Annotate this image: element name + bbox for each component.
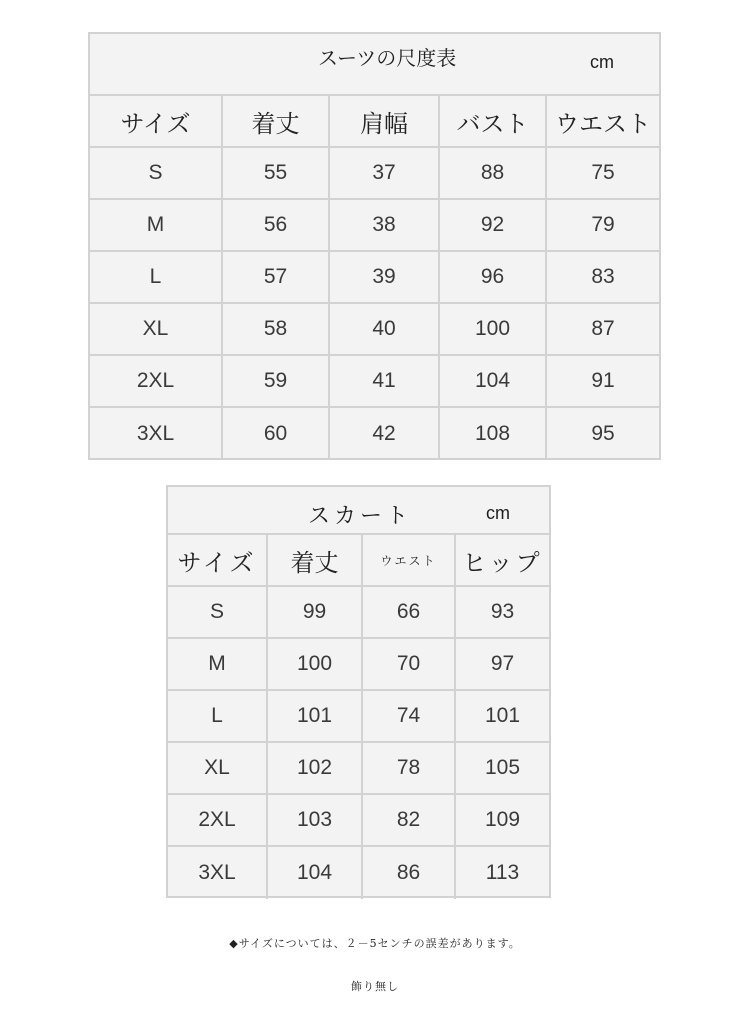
table-cell: 91 xyxy=(591,369,615,392)
table-cell: 100 xyxy=(440,304,547,354)
table-row xyxy=(90,356,659,408)
tolerance-note: ◆サイズについては、２－5センチの誤差があります。 xyxy=(229,937,521,950)
suit-table-header-row xyxy=(90,96,659,148)
skirt-header-hip: ヒップ xyxy=(462,548,543,577)
table-cell: 41 xyxy=(330,356,440,406)
table-row xyxy=(168,691,549,743)
table-cell: S xyxy=(168,587,268,637)
table-row xyxy=(168,795,549,847)
table-cell: 3XL xyxy=(168,847,268,899)
suit-header-size: サイズ xyxy=(90,96,223,146)
table-row xyxy=(90,200,659,252)
table-cell: 57 xyxy=(223,252,330,302)
table-row xyxy=(90,148,659,200)
table-cell: 97 xyxy=(490,652,515,675)
table-cell: 70 xyxy=(363,639,456,689)
suit-header-bust: バスト xyxy=(440,96,547,146)
table-cell: 83 xyxy=(591,265,615,288)
skirt-header-size: サイズ xyxy=(168,535,268,585)
table-cell: 96 xyxy=(440,252,547,302)
table-row xyxy=(90,304,659,356)
table-cell: 101 xyxy=(484,704,521,727)
table-cell: M xyxy=(90,200,223,250)
table-cell: L xyxy=(90,252,223,302)
skirt-header-length: 着丈 xyxy=(268,535,363,585)
suit-header-waist: ウエスト xyxy=(555,109,651,138)
skirt-table-title: スカート xyxy=(308,504,413,529)
table-cell: 66 xyxy=(363,587,456,637)
table-cell: 99 xyxy=(268,587,363,637)
table-cell: 59 xyxy=(223,356,330,406)
table-cell: 92 xyxy=(440,200,547,250)
suit-header-shoulder: 肩幅 xyxy=(330,96,440,146)
table-cell: 40 xyxy=(330,304,440,354)
table-cell: 102 xyxy=(268,743,363,793)
table-cell: 100 xyxy=(268,639,363,689)
table-cell: 42 xyxy=(330,408,440,460)
table-cell: 55 xyxy=(223,148,330,198)
table-cell: 79 xyxy=(591,213,615,236)
table-cell: 113 xyxy=(485,861,520,884)
table-cell: 56 xyxy=(223,200,330,250)
table-cell: 109 xyxy=(484,808,521,831)
table-cell: 60 xyxy=(223,408,330,460)
table-cell: 3XL xyxy=(90,408,223,460)
table-cell: 78 xyxy=(363,743,456,793)
skirt-header-waist: ウエスト xyxy=(363,535,456,585)
decoration-note: 飾り無し xyxy=(351,980,399,993)
table-cell: 108 xyxy=(440,408,547,460)
table-cell: 86 xyxy=(363,847,456,899)
table-cell: 105 xyxy=(484,756,521,779)
table-cell: 95 xyxy=(591,422,615,445)
table-row xyxy=(90,252,659,304)
table-cell: 74 xyxy=(363,691,456,741)
table-cell: 37 xyxy=(330,148,440,198)
table-cell: 2XL xyxy=(90,356,223,406)
table-cell: L xyxy=(168,691,268,741)
suit-header-length: 着丈 xyxy=(223,96,330,146)
table-cell: XL xyxy=(168,743,268,793)
table-cell: 104 xyxy=(440,356,547,406)
skirt-table-unit: cm xyxy=(486,503,510,523)
suit-size-table xyxy=(88,32,661,460)
table-cell: 104 xyxy=(268,847,363,899)
skirt-table-header-row xyxy=(168,535,549,587)
table-cell: XL xyxy=(90,304,223,354)
table-row xyxy=(168,587,549,639)
table-cell: 101 xyxy=(268,691,363,741)
table-cell: 58 xyxy=(223,304,330,354)
table-cell: S xyxy=(90,148,223,198)
table-cell: 75 xyxy=(591,161,615,184)
skirt-table-title-row xyxy=(168,487,549,535)
suit-table-title: スーツの尺度表 xyxy=(318,46,457,70)
table-cell: 103 xyxy=(268,795,363,845)
table-row xyxy=(168,639,549,691)
table-row xyxy=(90,408,659,460)
table-cell: M xyxy=(168,639,268,689)
suit-table-title-row xyxy=(90,34,659,96)
table-cell: 93 xyxy=(490,600,515,623)
table-cell: 38 xyxy=(330,200,440,250)
table-cell: 2XL xyxy=(168,795,268,845)
table-cell: 88 xyxy=(440,148,547,198)
table-row xyxy=(168,847,549,899)
skirt-size-table xyxy=(166,485,551,898)
table-cell: 39 xyxy=(330,252,440,302)
suit-table-unit: cm xyxy=(590,52,614,72)
table-cell: 87 xyxy=(591,317,615,340)
table-cell: 82 xyxy=(363,795,456,845)
table-row xyxy=(168,743,549,795)
